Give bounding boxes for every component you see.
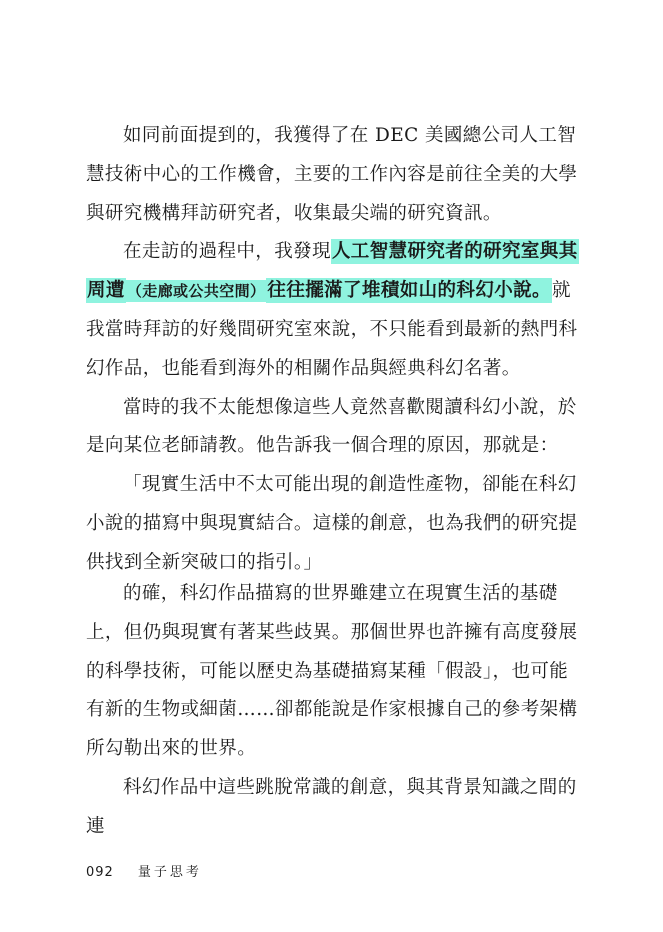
paragraph-teacher-quote: 「現實生活中不太可能出現的創造性產物，卻能在科幻小說的描寫中與現實結合。這樣的創意，也為我們的研究提供找到全新突破口的指引。」 [86,474,578,573]
paragraph-lab-visits [86,233,586,388]
highlighted-sentence-part-2: 往往擺滿了堆積如山的科幻小說。 [267,280,551,302]
paragraph-lab-visits-rest: 就我當時拜訪的好幾間研究室來說，不只能看到最新的熱門科幻作品，也能看到海外的相關作品與經典科幻名著。 [86,280,578,379]
highlighted-sentence-parenthetical: （走廊或公共空間） [126,282,266,301]
book-title: 量子思考 [137,865,202,880]
paragraph-dec-job: 如同前面提到的，我獲得了在 DEC 美國總公司人工智慧技術中心的工作機會，主要的工作內容是前往全美的大學與研究機構拜訪研究者，收集最尖端的研究資訊。 [86,125,578,224]
paragraph-scifi-world: 的確，科幻作品描寫的世界雖建立在現實生活的基礎上，但仍與現實有著某些歧異。那個世界也許擁有高度發展的科學技術，可能以歷史為基礎描寫某種「假設」，也可能有新的生物或細菌……卻都能說是作家根據自己的參考架構所勾勒出來的世界。 [86,583,578,760]
page-number: 092 [86,865,114,880]
paragraph-asking-teacher: 當時的我不太能想像這些人竟然喜歡閱讀科幻小說，於是向某位老師請教。他告訴我一個合理的原因，那就是： [86,396,577,457]
paragraph-scifi-ideas: 科幻作品中這些跳脫常識的創意，與其背景知識之間的連 [86,776,577,837]
page-footer [86,861,202,880]
highlighted-sentence-part-1: 人工智慧研究者的研究室與其周遭 [87,241,578,302]
text-block-top [86,117,586,583]
paragraph-lab-visits-lead: 在走訪的過程中，我發現 [123,241,331,263]
text-block-bottom [86,575,586,847]
